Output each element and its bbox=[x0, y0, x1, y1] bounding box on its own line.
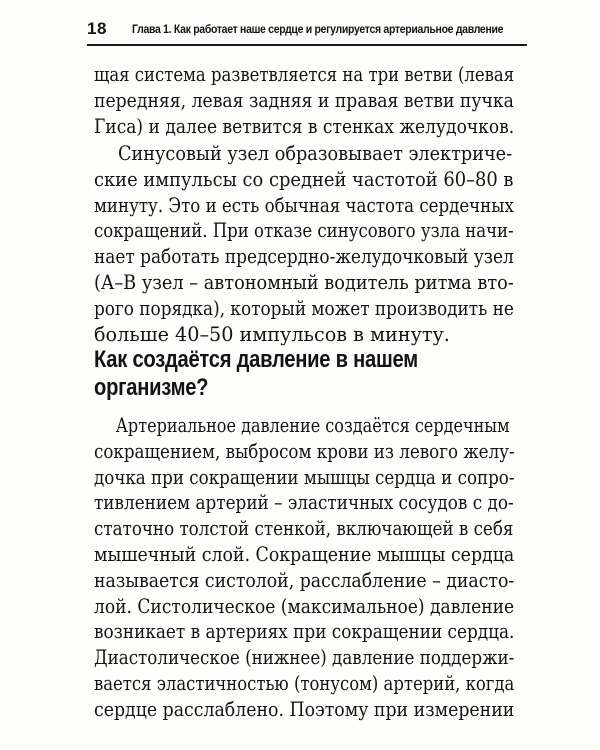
text-line: Синусовый узел образовывает электриче- bbox=[117, 142, 513, 165]
text-line: Диастолическое (нижнее) давление поддержи- bbox=[94, 646, 515, 670]
page-number: 18 bbox=[87, 19, 107, 38]
text-line: лой. Систолическое (максимальное) давление bbox=[94, 594, 515, 618]
text-line: статочно толстой стенкой, включающей в себя bbox=[94, 517, 514, 541]
text-line: возникает в артериях при сокращении сердца. bbox=[94, 620, 515, 644]
running-header bbox=[87, 18, 527, 46]
text-line: мышечный слой. Сокращение мышцы сердца bbox=[94, 542, 515, 566]
section-heading bbox=[94, 346, 447, 402]
text-line: сокращением, выбросом крови из левого желу- bbox=[94, 439, 515, 463]
text-line: сокращений. При отказе синусового узла начи- bbox=[94, 219, 514, 243]
text-line: Артериальное давление создаётся сердечным bbox=[115, 414, 510, 437]
text-line: больше 40–50 импульсов в минуту. bbox=[94, 322, 450, 346]
text-line: нает работать предсердно-желудочковый узел bbox=[94, 245, 514, 269]
running-title: Глава 1. Как работает наше сердце и регулируется артериальное давление bbox=[132, 22, 504, 36]
paragraph-blood-pressure bbox=[94, 413, 514, 723]
paragraph-continuation bbox=[94, 62, 514, 139]
text-line: Гиса) и далее ветвится в стенках желудочков. bbox=[94, 114, 515, 138]
text-line: тивлением артерий – эластичных сосудов с до- bbox=[94, 491, 514, 515]
text-line: вается эластичностью (тонусом) артерий, когда bbox=[94, 671, 515, 695]
heading-line: Как создаётся давление в нашем bbox=[94, 346, 418, 373]
text-line: дочка при сокращении мышцы сердца и сопро- bbox=[94, 465, 515, 489]
text-line: называется систолой, расслабление – диасто- bbox=[94, 568, 515, 592]
text-line: щая система разветвляется на три ветви (левая bbox=[94, 63, 515, 86]
text-line: ские импульсы со средней частотой 60–80 в bbox=[94, 167, 514, 191]
text-line: передняя, левая задняя и правая ветви пучка bbox=[94, 88, 514, 112]
heading-line: организме? bbox=[94, 374, 209, 401]
paragraph-sinus-node bbox=[94, 141, 514, 347]
text-line: рого порядка), который может производить не bbox=[94, 296, 514, 320]
text-line: сердце расслаблено. Поэтому при измерении bbox=[94, 697, 515, 721]
text-line: минуту. Это и есть обычная частота сердечных bbox=[94, 193, 514, 217]
text-line: (А–В узел – автономный водитель ритма вто- bbox=[94, 270, 514, 294]
